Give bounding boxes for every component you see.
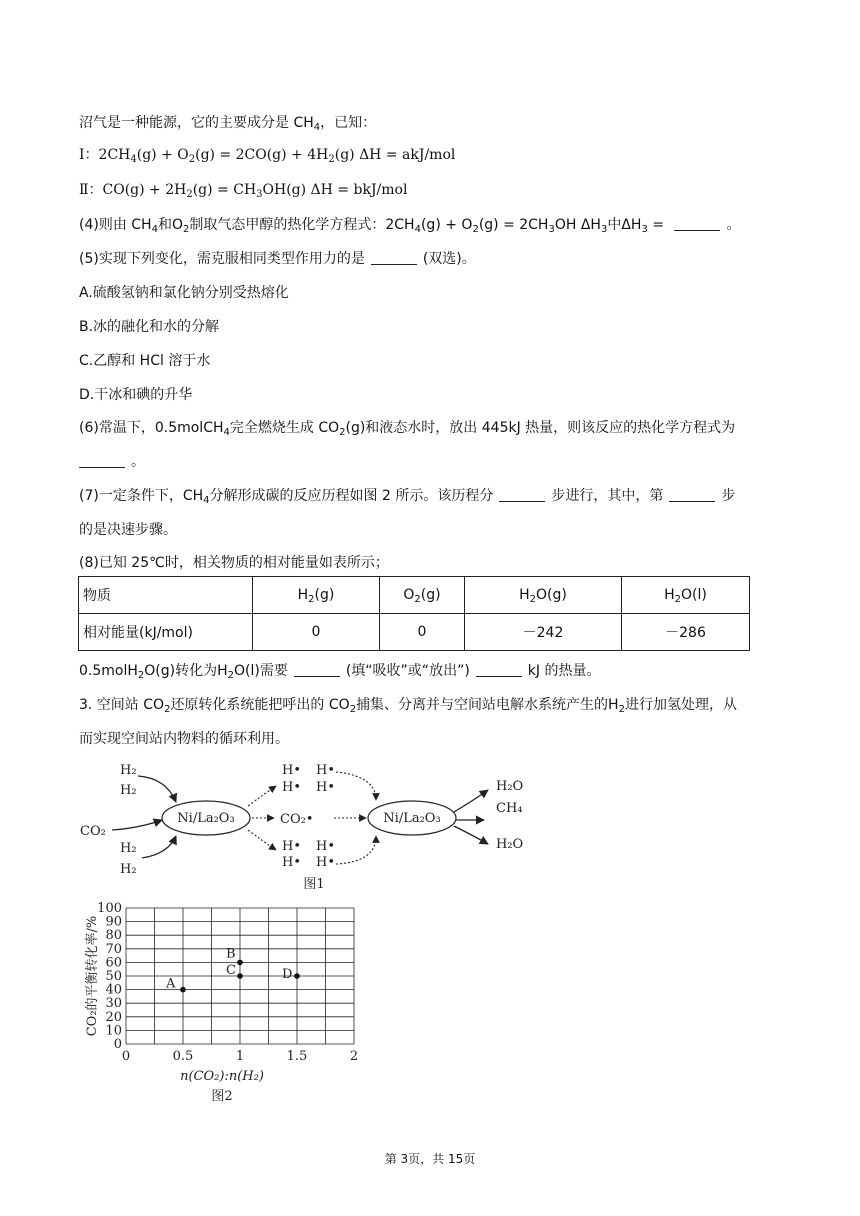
conversion-chart xyxy=(72,898,372,1108)
h-radical: H• xyxy=(282,839,302,854)
data-point-a xyxy=(180,987,186,993)
equation-2: Ⅱ：$CO(g) + 2H_2(g) = CH_3OH(g) \Delta H = bkJ/mol$ xyxy=(79,182,408,200)
table-header-cell: $O_2(g)$ xyxy=(380,577,465,614)
reaction-diagram xyxy=(76,758,536,898)
y-tick-label: 100 xyxy=(97,901,122,916)
answer-blank[interactable] xyxy=(476,662,522,677)
energy-table xyxy=(78,576,750,651)
table-cell: 0 xyxy=(380,614,465,651)
h-radical: H• xyxy=(316,839,336,854)
question-5: (5)实现下列变化，需克服相同类型作用力的是 (双选)。 xyxy=(79,251,476,267)
co2-radical: CO₂• xyxy=(280,812,314,827)
y-tick-label: 40 xyxy=(105,982,122,998)
figure-1-caption: 图1 xyxy=(303,877,325,892)
table-header-cell: $H_2O(l)$ xyxy=(622,577,750,614)
y-tick-label: 0 xyxy=(113,1037,122,1052)
data-point-b xyxy=(237,960,243,966)
h-radical: H• xyxy=(316,780,336,795)
question-7-line2: 的是决速步骤。 xyxy=(79,522,177,538)
equation-1: Ⅰ：$2CH_4(g) + O_2(g) = 2CO(g) + 4H_2(g) \Delta H = akJ/mol$ xyxy=(79,147,456,165)
h-radical: H• xyxy=(316,763,336,778)
data-point-c xyxy=(237,973,243,979)
point-label-b: B xyxy=(226,946,236,962)
option-a: A.硫酸氢钠和氯化钠分别受热熔化 xyxy=(79,285,289,301)
x-tick-label: 0.5 xyxy=(172,1049,194,1064)
y-tick-label: 50 xyxy=(105,969,122,984)
h2o-label: H₂O xyxy=(496,837,524,852)
y-tick-label: 30 xyxy=(105,996,122,1012)
ch4-label: CH₄ xyxy=(496,801,523,816)
answer-blank[interactable] xyxy=(674,216,720,231)
figure-2-caption: 图2 xyxy=(211,1089,233,1104)
point-label-c: C xyxy=(226,963,236,978)
question-8: (8)已知 25℃时，相关物质的相对能量如表所示； xyxy=(79,555,389,571)
answer-blank[interactable] xyxy=(499,487,545,502)
table-cell: 相对能量(kJ/mol) xyxy=(79,614,253,651)
y-tick-label: 60 xyxy=(105,955,122,971)
y-tick-label: 90 xyxy=(105,914,122,930)
table-cell: 0 xyxy=(253,614,380,651)
x-tick-label: 2 xyxy=(349,1049,359,1064)
table-header-row xyxy=(79,577,750,614)
y-tick-label: 10 xyxy=(105,1023,122,1039)
intro-line: 沼气是一种能源，它的主要成分是 $CH_4$，已知： xyxy=(79,115,377,133)
option-c: C.乙醇和 HCl 溶于水 xyxy=(79,353,211,369)
point-label-a: A xyxy=(166,976,176,992)
table-cell: －286 xyxy=(622,614,750,651)
x-axis-label: n(CO₂):n(H₂) xyxy=(180,1069,264,1084)
question-3-line2: 而实现空间站内物料的循环利用。 xyxy=(79,731,289,747)
h-radical: H• xyxy=(282,855,302,870)
x-tick-label: 1.5 xyxy=(286,1049,308,1064)
table-cell: －242 xyxy=(465,614,622,651)
option-d: D.干冰和碘的升华 xyxy=(79,387,193,403)
y-tick-label: 70 xyxy=(105,941,122,957)
question-4: (4)则由 $CH_4$和$O_2$制取气态甲醇的热化学方程式：$2CH_4(g) + O_2(g) = 2CH_3OH$ $\Delta H_3$中$\Delta H_3$ = 。 xyxy=(79,217,741,235)
y-tick-label: 20 xyxy=(105,1009,122,1025)
y-axis-label: CO₂的平衡转化率/% xyxy=(85,915,100,1037)
table-header-cell: $H_2(g)$ xyxy=(253,577,380,614)
answer-blank[interactable] xyxy=(294,662,340,677)
page-footer: 第 3页，共 15页 xyxy=(384,1152,476,1166)
data-point-d xyxy=(294,973,300,979)
h2-label: H₂ xyxy=(120,862,137,877)
h-radical: H• xyxy=(282,763,302,778)
answer-blank[interactable] xyxy=(669,487,715,502)
h-radical: H• xyxy=(282,780,302,795)
question-3-line1: 3. 空间站 $CO_2$还原转化系统能把呼出的 $CO_2$捕集、分离并与空间站电解水系统产生的$H_2$进行加氢处理，从 xyxy=(79,697,737,715)
catalyst-label: Ni/La₂O₃ xyxy=(383,811,441,826)
h-radical: H• xyxy=(316,855,336,870)
h2-label: H₂ xyxy=(120,783,137,798)
question-6-answer-line: 。 xyxy=(79,452,145,472)
h2o-label: H₂O xyxy=(496,779,524,794)
h2-label: H₂ xyxy=(120,841,137,856)
y-tick-label: 80 xyxy=(105,928,122,944)
table-header-cell: 物质 xyxy=(79,577,253,614)
question-7: (7)一定条件下，$CH_4$分解形成碳的反应历程如图 2 所示。该历程分 步进行，其中，第 步 xyxy=(79,488,736,506)
x-tick-label: 0 xyxy=(121,1049,131,1064)
answer-blank[interactable] xyxy=(371,250,417,265)
x-tick-label: 1 xyxy=(235,1049,245,1064)
table-header-cell: $H_2O(g)$ xyxy=(465,577,622,614)
question-6: (6)常温下，0.5molCH$_4$完全燃烧生成 $CO_2(g)$和液态水时，放出 445kJ 热量，则该反应的热化学方程式为 xyxy=(79,420,736,438)
point-label-d: D xyxy=(282,967,293,982)
co2-label: CO₂ xyxy=(80,824,106,839)
table-row xyxy=(79,614,750,651)
answer-blank[interactable] xyxy=(79,453,125,468)
h2-label: H₂ xyxy=(120,763,137,778)
question-8b: 0.5molH$_2$O(g)转化为$H_2O(l)$需要 (填“吸收”或“放出”) kJ 的热量。 xyxy=(79,663,601,681)
option-b: B.冰的融化和水的分解 xyxy=(79,319,220,335)
catalyst-label: Ni/La₂O₃ xyxy=(177,811,235,826)
